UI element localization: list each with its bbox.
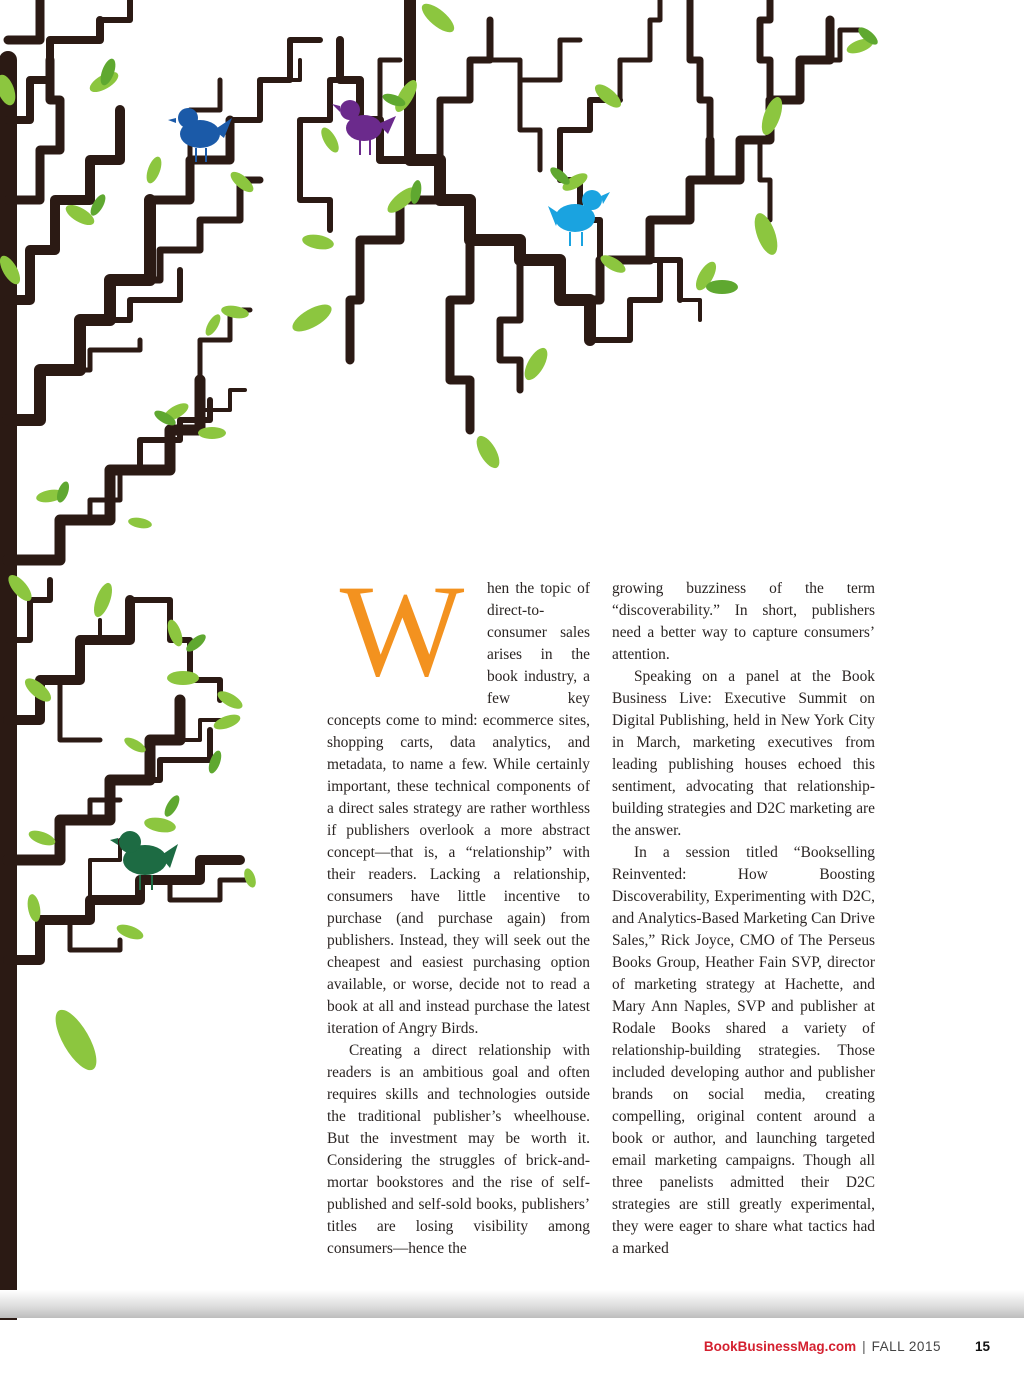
- article-column-1: [327, 557, 590, 1260]
- site-link[interactable]: BookBusinessMag.com: [703, 1339, 857, 1354]
- drop-cap: W: [339, 557, 465, 704]
- page-number: 15: [974, 1339, 990, 1354]
- issue-season: FALL 2015: [871, 1339, 941, 1354]
- page-footer: [704, 1339, 990, 1354]
- paragraph-1: hen the topic of direct-to-consumer sales arises in the book industry, a few key concepts come to mind: ecommerce sites, shopping carts, data analytics, and metadata, to name a few. While certainly important, these technical components of a direct sales strategy are rather worthless if publishers overlook a more abstract concept—that is, a “relationship” with their readers. Lacking a relationship, consumers have little incentive to purchase (and purchase again) from publishers. Instead, they will seek out the cheapest and easiest purchasing option available, or worse, decide not to read a book at all and instead purchase the latest iteration of Angry Birds.: [327, 580, 590, 1037]
- paragraph-continuation: growing buzziness of the term “discoverability.” In short, publishers need a better way to capture consumers’ attention.: [612, 580, 875, 663]
- page-edge-shadow: [0, 1290, 1024, 1318]
- paragraph-2: Creating a direct relationship with readers is an ambitious goal and often requires skills and technologies outside the traditional publisher’s wheelhouse. But the investment may be worth it. Considering the struggles of brick-and-mortar bookstores and the rise of self-published and self-sold books, publishers’ titles are losing visibility among consumers—hence the: [327, 1042, 590, 1257]
- blue-bird-icon: [168, 108, 232, 162]
- article-column-2: [612, 578, 875, 1260]
- footer-separator: |: [862, 1339, 866, 1354]
- paragraph-4: In a session titled “Bookselling Reinvented: How Boosting Discoverability, Experimenting with D2C, and Analytics-Based Marketing Can Drive Sales,” Rick Joyce, CMO of The Perseus Books Group, Heather Fain SVP, director of marketing strategy at Hachette, and Mary Ann Naples, SVP and publisher at Rodale Books shared a variety of relationship-building strategies. Those included developing author and publisher brands on social media, creating compelling, original content around a book or author, and launching targeted email marketing campaigns. Though all three panelists admitted their D2C strategies are still greatly experimental, they were eager to share what tactics had a marked: [612, 844, 875, 1257]
- paragraph-3: Speaking on a panel at the Book Business Live: Executive Summit on Digital Publishing, held in New York City in March, marketing executives from leading publishing houses echoed this sentiment, advocating that relationship-building strategies and D2C marketing are the answer.: [612, 668, 875, 839]
